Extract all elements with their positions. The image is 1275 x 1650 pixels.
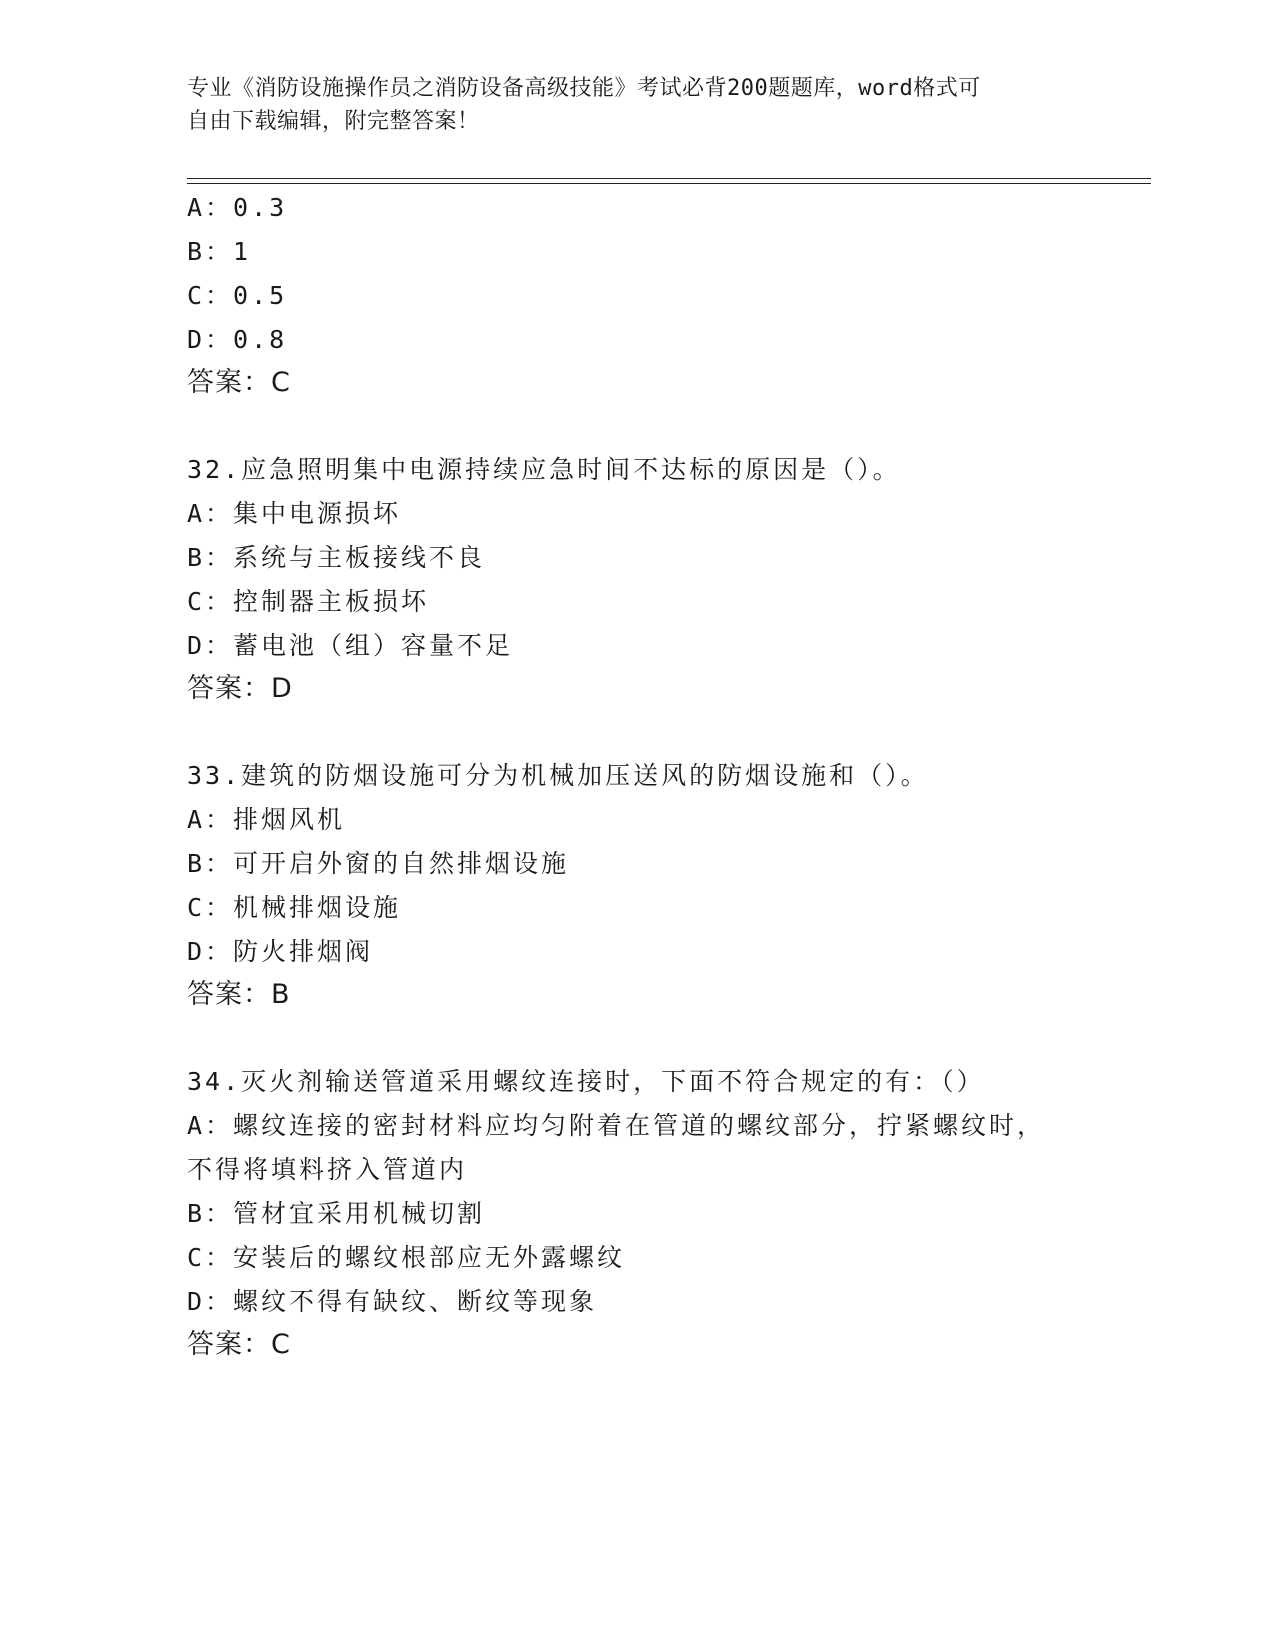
prev-option-b: B：1 (187, 237, 252, 266)
question-33-stem: 33.建筑的防烟设施可分为机械加压送风的防烟设施和（）。 (187, 761, 929, 790)
question-34-option-b: B：管材宜采用机械切割 (187, 1199, 486, 1228)
question-32-option-d: D：蓄电池（组）容量不足 (187, 631, 514, 660)
question-34-stem: 34.灭火剂输送管道采用螺纹连接时，下面不符合规定的有：（） (187, 1067, 985, 1096)
header-divider-top (187, 178, 1151, 179)
prev-option-d: D：0.8 (187, 325, 288, 354)
question-34-answer: 答案：C (187, 1329, 291, 1360)
question-32-option-b: B：系统与主板接线不良 (187, 543, 486, 572)
question-33-answer: 答案：B (187, 979, 291, 1010)
document-header (187, 72, 1067, 138)
question-32-stem: 32.应急照明集中电源持续应急时间不达标的原因是（）。 (187, 455, 901, 484)
question-32-answer: 答案：D (187, 673, 293, 704)
question-32-option-a: A：集中电源损坏 (187, 499, 402, 528)
question-34-option-a-line-2: 不得将填料挤入管道内 (187, 1155, 468, 1184)
question-33-option-d: D：防火排烟阀 (187, 937, 374, 966)
question-33-option-a: A：排烟风机 (187, 805, 346, 834)
question-33-option-b: B：可开启外窗的自然排烟设施 (187, 849, 570, 878)
question-32-option-c: C：控制器主板损坏 (187, 587, 430, 616)
question-34-option-c: C：安装后的螺纹根部应无外露螺纹 (187, 1243, 626, 1272)
header-divider-bottom (187, 183, 1151, 184)
question-34-option-a-line-1: A：螺纹连接的密封材料应均匀附着在管道的螺纹部分，拧紧螺纹时， (187, 1111, 1046, 1140)
question-33-option-c: C：机械排烟设施 (187, 893, 402, 922)
prev-option-a: A：0.3 (187, 193, 288, 222)
question-34-option-d: D：螺纹不得有缺纹、断纹等现象 (187, 1287, 598, 1316)
prev-answer: 答案：C (187, 367, 291, 398)
header-line-2: 自由下载编辑，附完整答案！ (187, 109, 480, 134)
header-line-1: 专业《消防设施操作员之消防设备高级技能》考试必背200题题库，word格式可 (187, 76, 981, 101)
prev-option-c: C：0.5 (187, 281, 288, 310)
